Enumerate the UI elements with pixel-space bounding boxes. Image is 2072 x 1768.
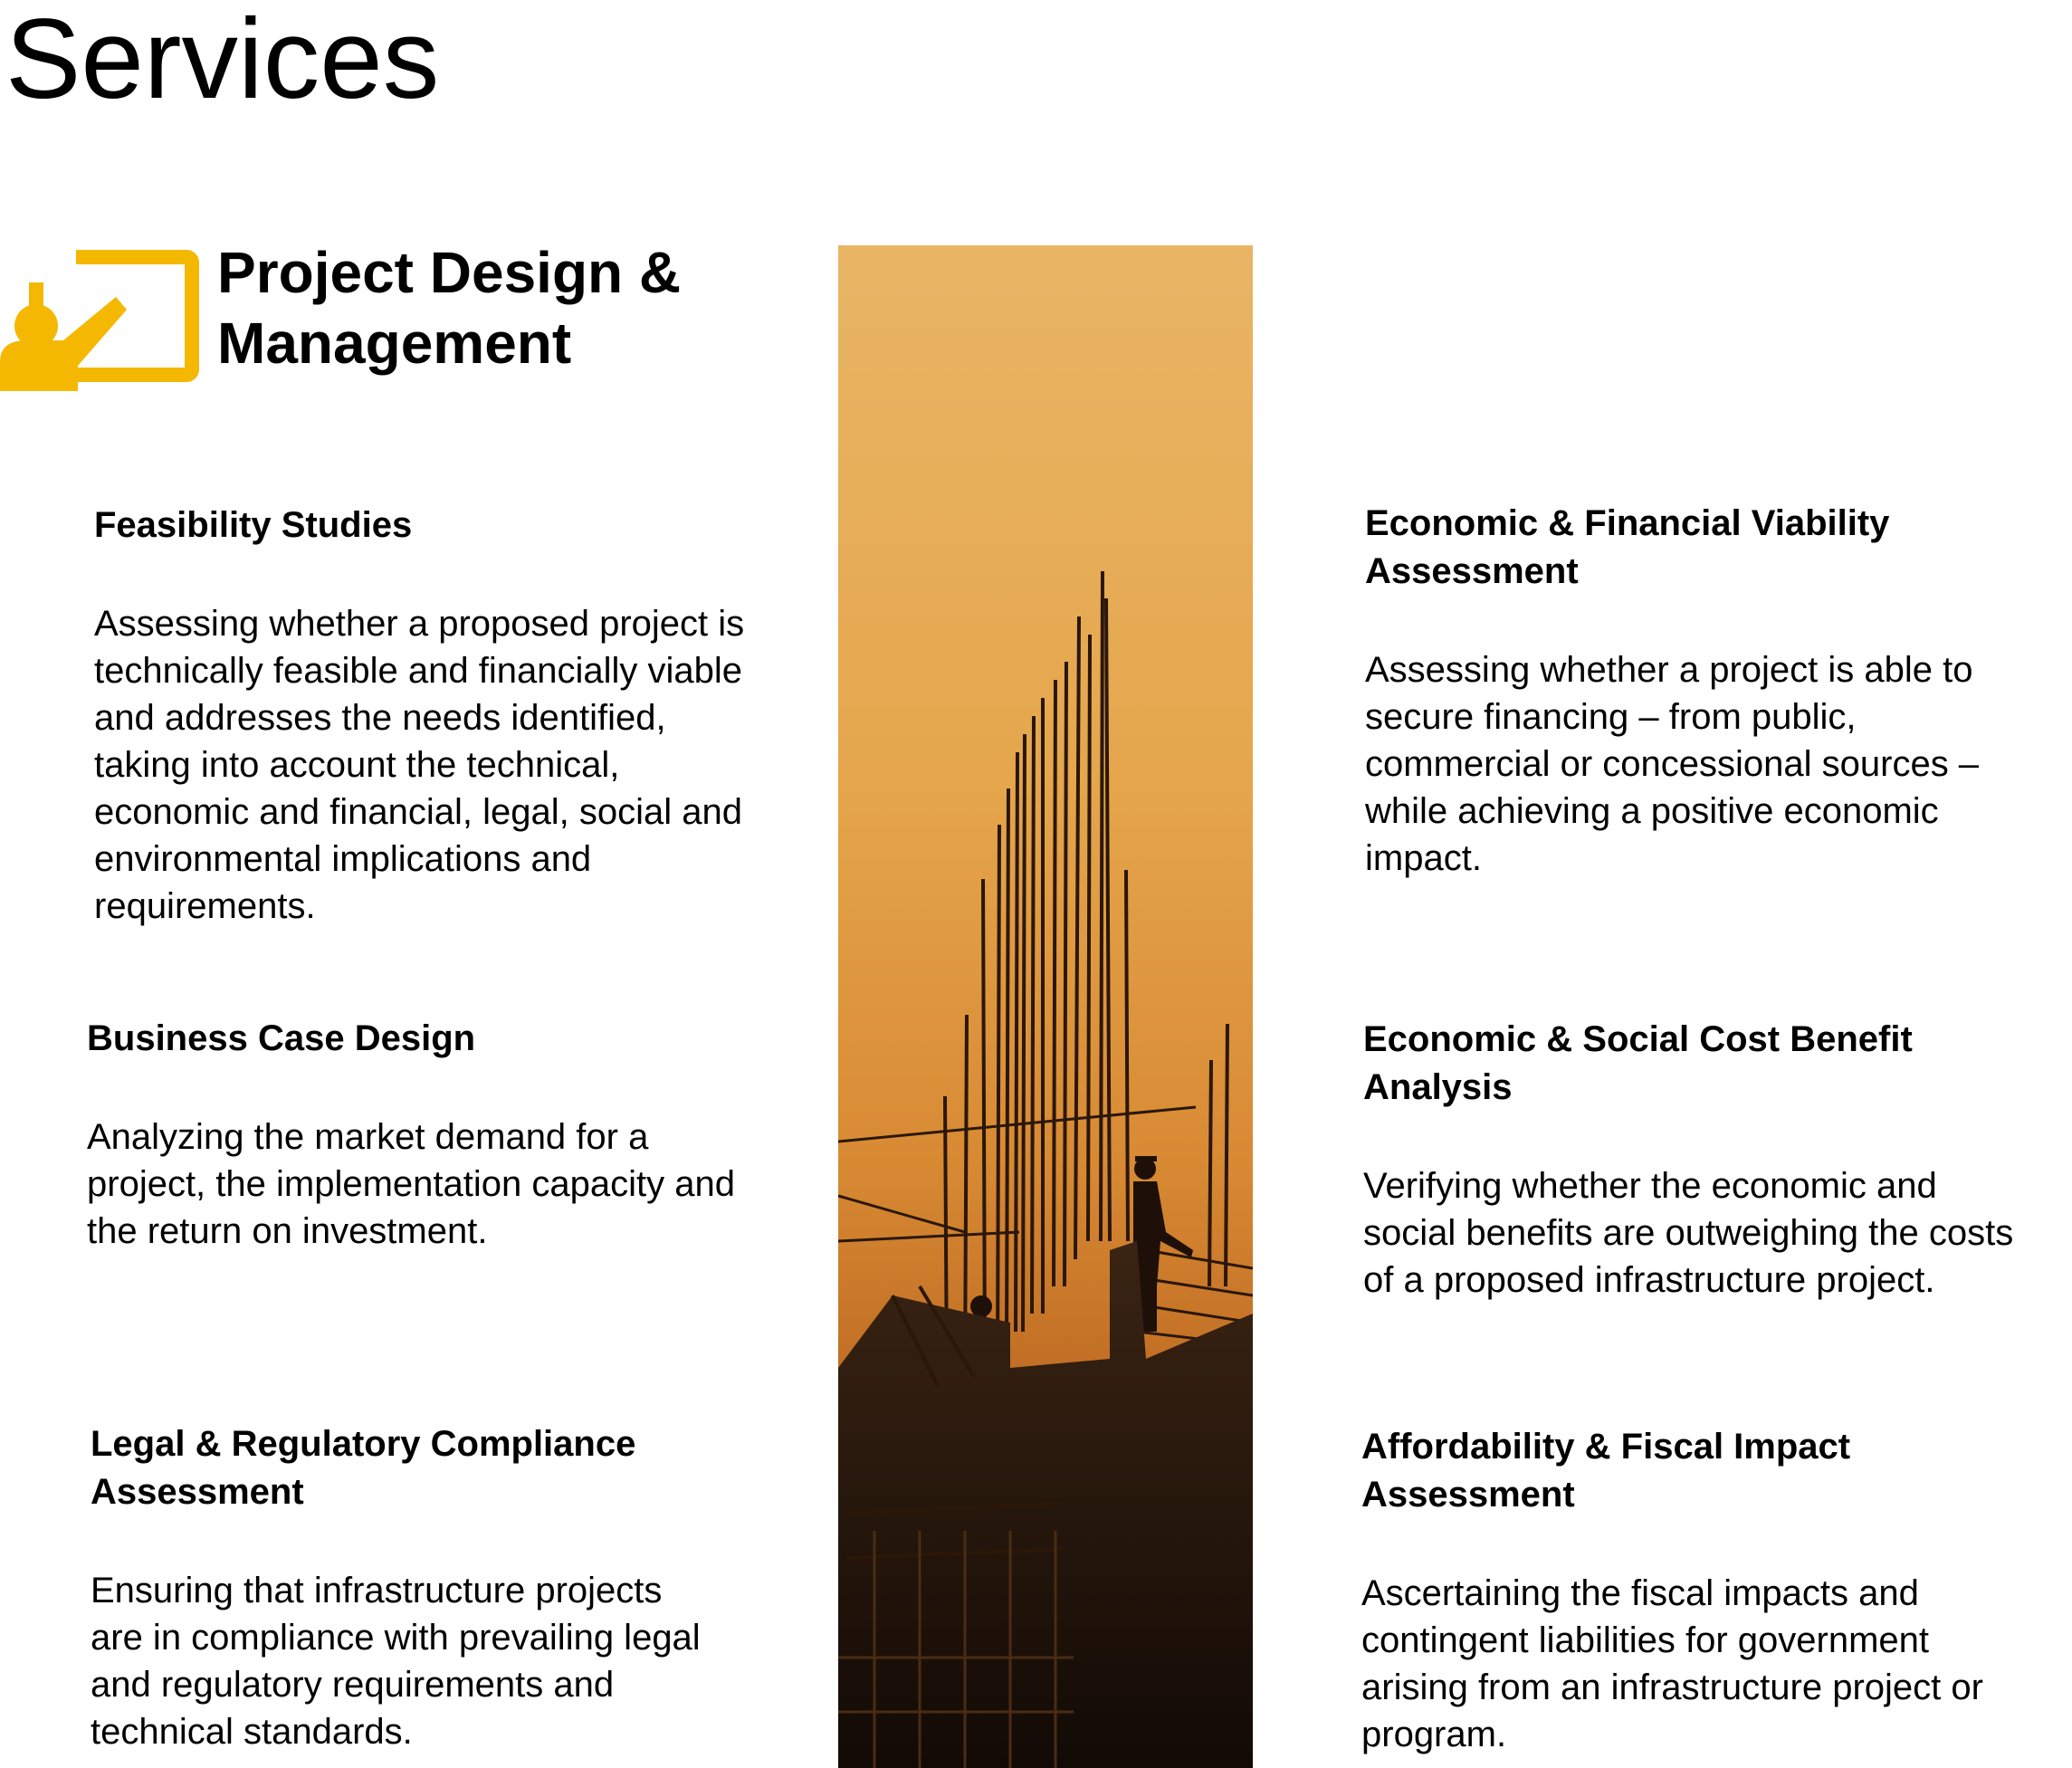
service-title: Economic & Financial Viability Assessment [1365,503,1890,592]
service-description: Assessing whether a project is able to secure financing – from public, commercial or concessional sources – while achieving a positive economic impact. [1365,650,1980,879]
service-title: Legal & Regulatory Compliance Assessment [91,1424,636,1513]
service-title: Affordability & Fiscal Impact Assessment [1361,1427,1851,1515]
service-description: Assessing whether a proposed project is technically feasible and financially viable and addresses the needs identified, taking into account the technical, economic and financial, legal, social and environmental implications and requirements. [94,604,745,927]
page-title: Services [5,0,440,122]
service-description: Ensuring that infrastructure projects are in compliance with prevailing legal and regulatory requirements and technical standards. [91,1571,701,1753]
service-description: Analyzing the market demand for a project, the implementation capacity and the return on investment. [87,1117,735,1252]
service-affordability-fiscal-impact [1361,1423,2031,1758]
service-title: Economic & Social Cost Benefit Analysis [1363,1019,1913,1108]
service-economic-financial-viability [1365,500,2035,882]
service-business-case-design [87,1015,739,1255]
service-description: Verifying whether the economic and social benefits are outweighing the costs of a proposed infrastructure project. [1363,1166,2014,1301]
service-title: Business Case Design [87,1018,476,1058]
construction-photo [838,245,1253,1768]
service-title: Feasibility Studies [94,505,413,545]
presenter-at-board-icon [0,246,204,391]
service-cost-benefit-analysis [1363,1016,2033,1304]
service-feasibility-studies [94,502,746,930]
section-title-line1: Project Design & [217,240,682,305]
section-title-line2: Management [217,311,572,377]
service-legal-regulatory [91,1420,724,1755]
section-title [217,237,681,378]
service-description: Ascertaining the fiscal impacts and contingent liabilities for government arising from an infrastructure project or program. [1361,1573,1983,1755]
